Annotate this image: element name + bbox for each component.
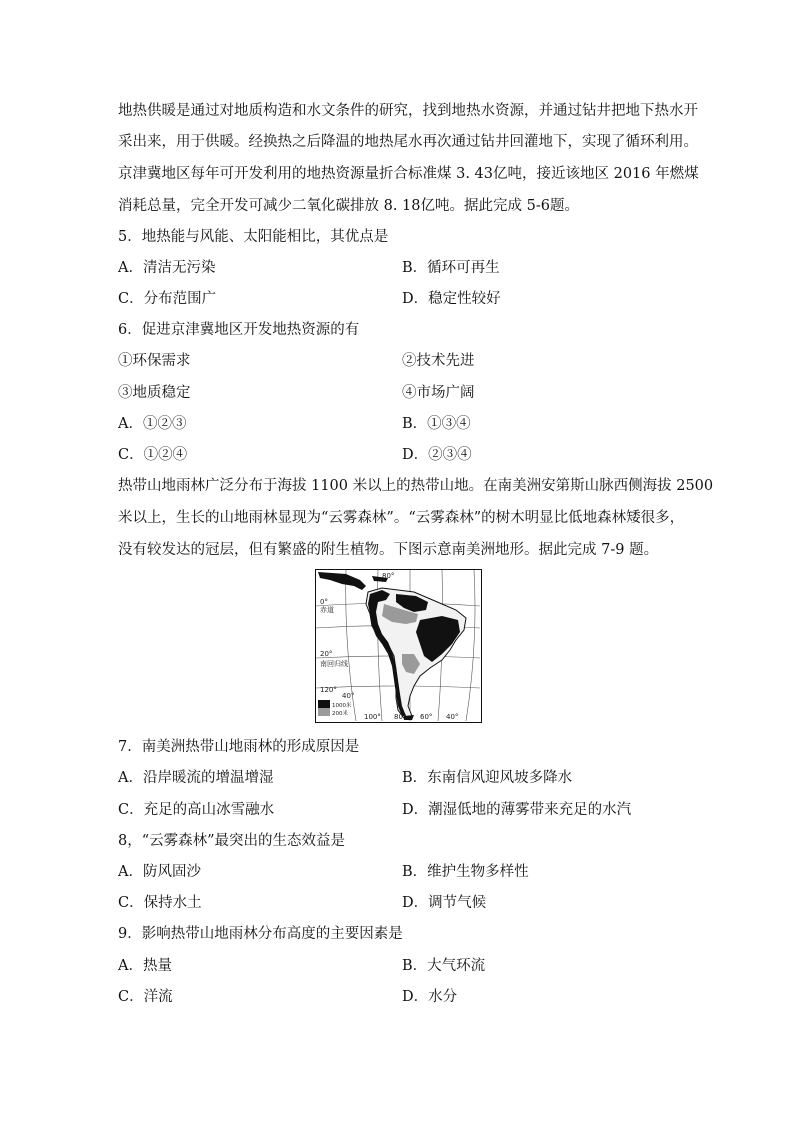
q9-option-d: D．水分 <box>402 989 458 1005</box>
map-label-lon-120: 120° <box>320 686 337 694</box>
question-5-stem: 5．地热能与风能、太阳能相比，其优点是 <box>118 229 389 245</box>
map-label-lon-40: 40° <box>446 713 459 721</box>
question-9-stem: 9．影响热带山地雨林分布高度的主要因素是 <box>118 926 403 942</box>
q6-item-2: ②技术先进 <box>402 353 475 369</box>
q7-option-a: A．沿岸暖流的增温增湿 <box>118 770 274 786</box>
map-label-lat-0: 0° <box>320 598 328 606</box>
q9-option-c: C．洋流 <box>118 989 173 1005</box>
map-label-lon-80: 80° <box>394 713 407 721</box>
q6-item-4: ④市场广阔 <box>402 385 475 401</box>
q6-option-b: B．①③④ <box>402 416 471 432</box>
south-america-terrain-map <box>315 569 482 723</box>
passage1-line-3: 京津冀地区每年可开发利用的地热资源量折合标准煤 3. 43亿吨，接近该地区 2016 年燃煤 <box>118 166 699 182</box>
q6-option-c: C．①②④ <box>118 447 188 463</box>
legend-label-high: 1000米 <box>332 703 352 709</box>
passage1-line-1: 地热供暖是通过对地质构造和水文条件的研究，找到地热水资源，并通过钻井把地下热水开 <box>118 103 698 119</box>
q8-option-c: C．保持水土 <box>118 895 202 911</box>
passage2-line-3: 没有较发达的冠层，但有繁盛的附生植物。下图示意南美洲地形。据此完成 7-9 题。 <box>118 542 659 558</box>
passage2-line-2: 米以上，生长的山地雨林显现为“云雾森林”。“云雾森林”的树木明显比低地森林矮很多， <box>118 510 685 526</box>
q6-option-d: D．②③④ <box>402 447 472 463</box>
q5-option-a: A．清洁无污染 <box>118 260 216 276</box>
passage1-line-4: 消耗总量，完全开发可减少二氧化碳排放 8. 18亿吨。据此完成 5-6题。 <box>118 198 579 214</box>
question-6-stem: 6．促进京津冀地区开发地热资源的有 <box>118 322 360 338</box>
q5-option-d: D．稳定性较好 <box>402 291 501 307</box>
map-label-lon-100: 100° <box>364 713 381 721</box>
legend-label-low: 200米 <box>332 711 348 717</box>
q9-option-b: B．大气环流 <box>402 958 486 974</box>
map-label-equator: 赤道 <box>320 606 334 614</box>
q8-option-b: B．维护生物多样性 <box>402 864 529 880</box>
map-label-lon-60: 60° <box>420 713 433 721</box>
q7-option-b: B．东南信风迎风坡多降水 <box>402 770 573 786</box>
q7-option-d: D．潮湿低地的薄雾带来充足的水汽 <box>402 802 632 818</box>
q6-option-a: A．①②③ <box>118 416 187 432</box>
q6-item-1: ①环保需求 <box>118 353 191 369</box>
passage2-line-1: 热带山地雨林广泛分布于海拔 1100 米以上的热带山地。在南美洲安第斯山脉西侧海拔 2500 <box>118 478 714 494</box>
q9-option-a: A．热量 <box>118 958 172 974</box>
legend-swatch-low <box>318 708 330 716</box>
q5-option-b: B．循环可再生 <box>402 260 500 276</box>
legend-swatch-high <box>318 700 330 708</box>
q8-option-a: A．防风固沙 <box>118 864 201 880</box>
map-label-lat-40: 40° <box>342 692 355 700</box>
question-8-stem: 8，“云雾森林”最突出的生态效益是 <box>118 833 346 849</box>
q8-option-d: D．调节气候 <box>402 895 487 911</box>
question-7-stem: 7．南美洲热带山地雨林的形成原因是 <box>118 739 360 755</box>
q5-option-c: C．分布范围广 <box>118 291 217 307</box>
map-label-lat-20: 20° <box>320 650 333 658</box>
map-label-lon-top: 80° <box>382 572 395 580</box>
passage1-line-2: 采出来，用于供暖。经换热之后降温的地热尾水再次通过钻井回灌地下，实现了循环利用。 <box>118 134 698 150</box>
q7-option-c: C．充足的高山冰雪融水 <box>118 802 275 818</box>
map-label-tropic: 南回归线 <box>320 660 348 668</box>
q6-item-3: ③地质稳定 <box>118 385 191 401</box>
